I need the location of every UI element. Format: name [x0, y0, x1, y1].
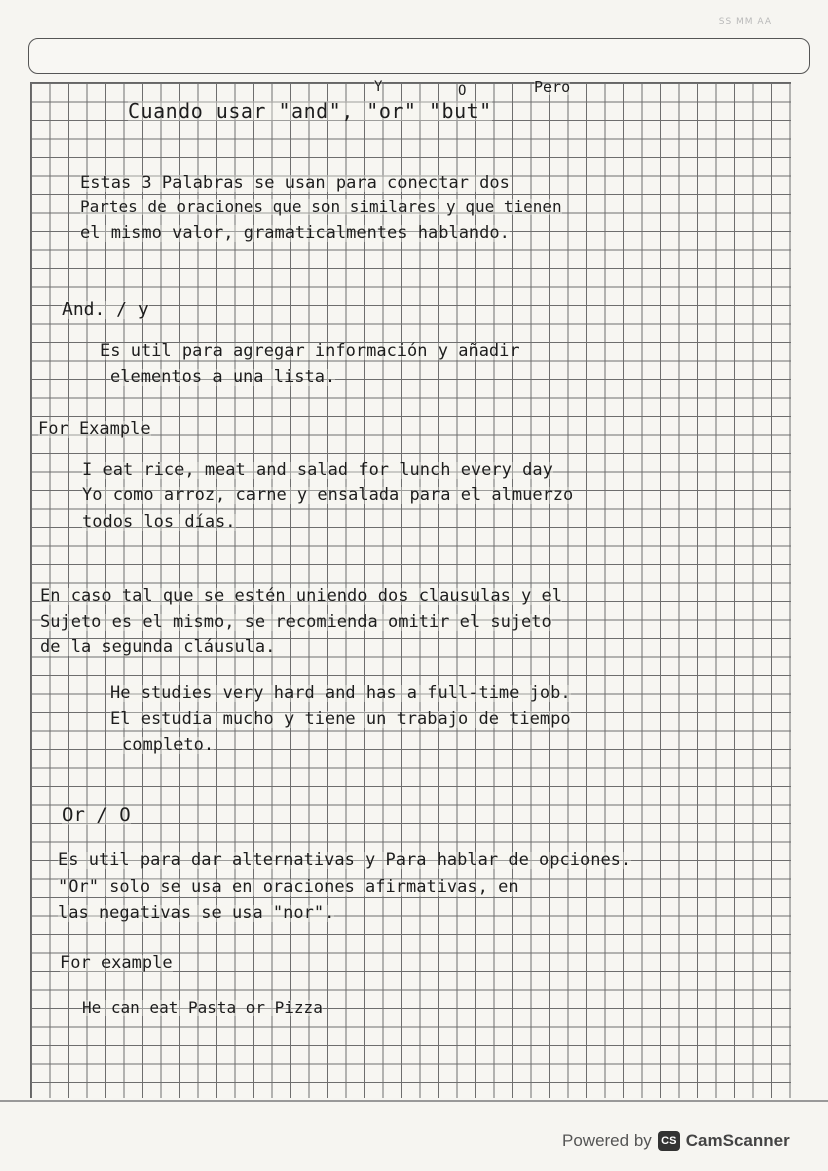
clause-note-line-3: de la segunda cláusula. [40, 637, 276, 657]
title-gloss-o: O [458, 83, 467, 99]
or-heading: Or / O [62, 804, 131, 826]
clause-note-line-2: Sujeto es el mismo, se recomienda omitir el sujeto [40, 612, 552, 632]
scanner-watermark [562, 1128, 790, 1154]
intro-line-2: Partes de oraciones que son similares y que tienen [80, 197, 562, 216]
header-box [28, 38, 810, 74]
clause-note-line-1: En caso tal que se estén uniendo dos clausulas y el [40, 586, 562, 606]
or-example-line-1: He can eat Pasta or Pizza [82, 998, 323, 1017]
and-description-line-1: Es util para agregar información y añadir [100, 341, 520, 361]
title-gloss-y: Y [374, 79, 383, 95]
powered-by-text: Powered by [562, 1131, 652, 1150]
camscanner-brand: CamScanner [685, 1131, 790, 1150]
and-example-line-1: I eat rice, meat and salad for lunch every day [82, 460, 553, 480]
intro-line-1: Estas 3 Palabras se usan para conectar dos [80, 173, 510, 193]
title-gloss-pero: Pero [534, 78, 571, 96]
or-example-label: For example [60, 953, 173, 973]
and-example-line-3: todos los días. [82, 512, 236, 532]
page-title: Cuando usar "and", "or" "but" [128, 99, 492, 123]
and-example-label: For Example [38, 419, 151, 439]
and-description-line-2: elementos a una lista. [110, 367, 336, 387]
intro-line-3: el mismo valor, gramaticalmentes hablando. [80, 223, 510, 243]
or-description-line-1: Es util para dar alternativas y Para hablar de opciones. [58, 850, 632, 870]
clause-example-line-1: He studies very hard and has a full-time job. [110, 683, 571, 703]
clause-example-line-2: El estudia mucho y tiene un trabajo de tiempo [110, 709, 571, 729]
and-example-line-2: Yo como arroz, carne y ensalada para el almuerzo [82, 485, 574, 505]
or-description-line-2: "Or" solo se usa en oraciones afirmativas, en [58, 877, 519, 897]
date-marks: SS MM AA [718, 17, 772, 27]
or-description-line-3: las negativas se usa "nor". [58, 903, 335, 923]
and-heading: And. / y [62, 299, 149, 320]
page-bottom-edge [0, 1100, 828, 1102]
clause-example-line-3: completo. [122, 735, 215, 755]
camscanner-logo-icon: CS [658, 1131, 680, 1151]
